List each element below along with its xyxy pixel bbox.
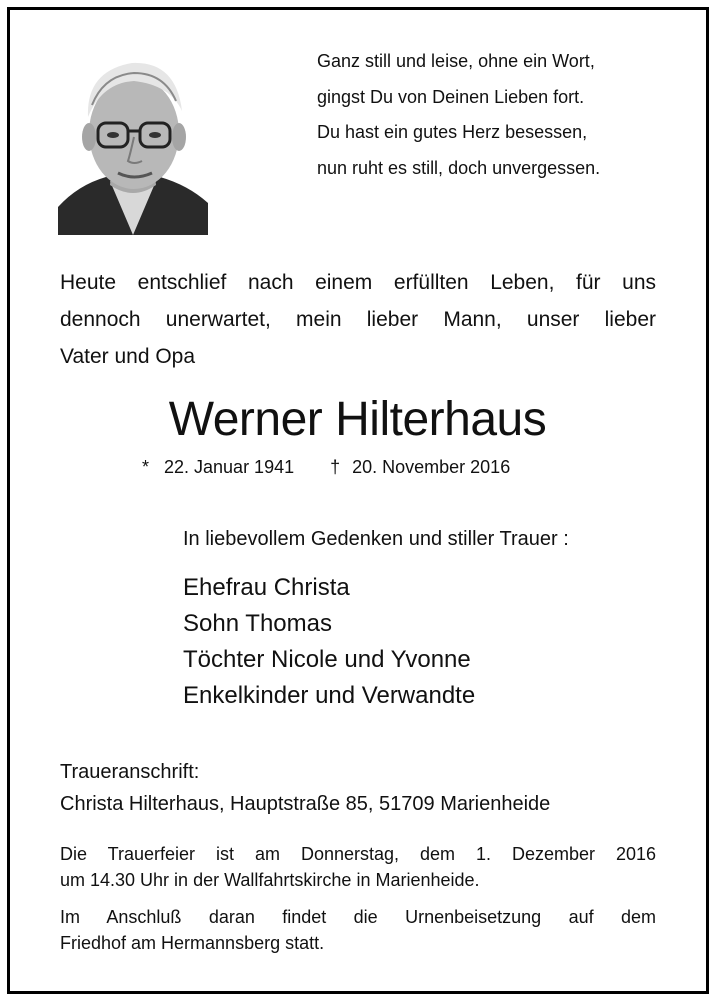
intro-line: Vater und Opa [60,345,196,368]
death-date: 20. November 2016 [352,457,511,477]
burial-line: Im Anschluß daran findet die Urnenbeisetzung auf dem [60,907,656,927]
intro-line: dennoch unerwartet, mein lieber Mann, unser lieber [60,308,656,331]
family-member: Töchter Nicole und Yvonne [183,646,471,673]
family-member: Ehefrau Christa [183,574,350,601]
poem-line: Ganz still und leise, ohne ein Wort, [317,51,595,71]
burial-line: Friedhof am Hermannsberg statt. [60,933,325,953]
portrait-photo [58,45,208,235]
poem-line: Du hast ein gutes Herz besessen, [317,122,588,142]
life-dates [142,454,510,480]
deceased-name: Werner Hilterhaus [168,393,547,446]
family-member: Enkelkinder und Verwandte [183,682,476,709]
funeral-info [60,841,656,893]
mourning-line: In liebevollem Gedenken und stiller Trauer : [183,528,569,550]
address-label: Traueranschrift: [60,761,200,783]
death-symbol: † [330,457,341,477]
portrait-image [58,45,208,235]
birth-date: 22. Januar 1941 [164,457,295,477]
family-list [183,570,475,714]
burial-info [60,904,656,956]
intro-line: Heute entschlief nach einem erfüllten Leben, für uns [60,271,656,294]
family-member: Sohn Thomas [183,610,332,637]
funeral-line: um 14.30 Uhr in der Wallfahrtskirche in Marienheide. [60,870,480,890]
poem [317,44,677,186]
birth-symbol: * [142,457,150,477]
intro-text [60,264,656,375]
address-line: Christa Hilterhaus, Hauptstraße 85, 51709 Marienheide [60,793,551,815]
poem-line: gingst Du von Deinen Lieben fort. [317,86,585,107]
poem-line: nun ruht es still, doch unvergessen. [317,157,601,178]
funeral-line: Die Trauerfeier ist am Donnerstag, dem 1. Dezember 2016 [60,844,656,864]
